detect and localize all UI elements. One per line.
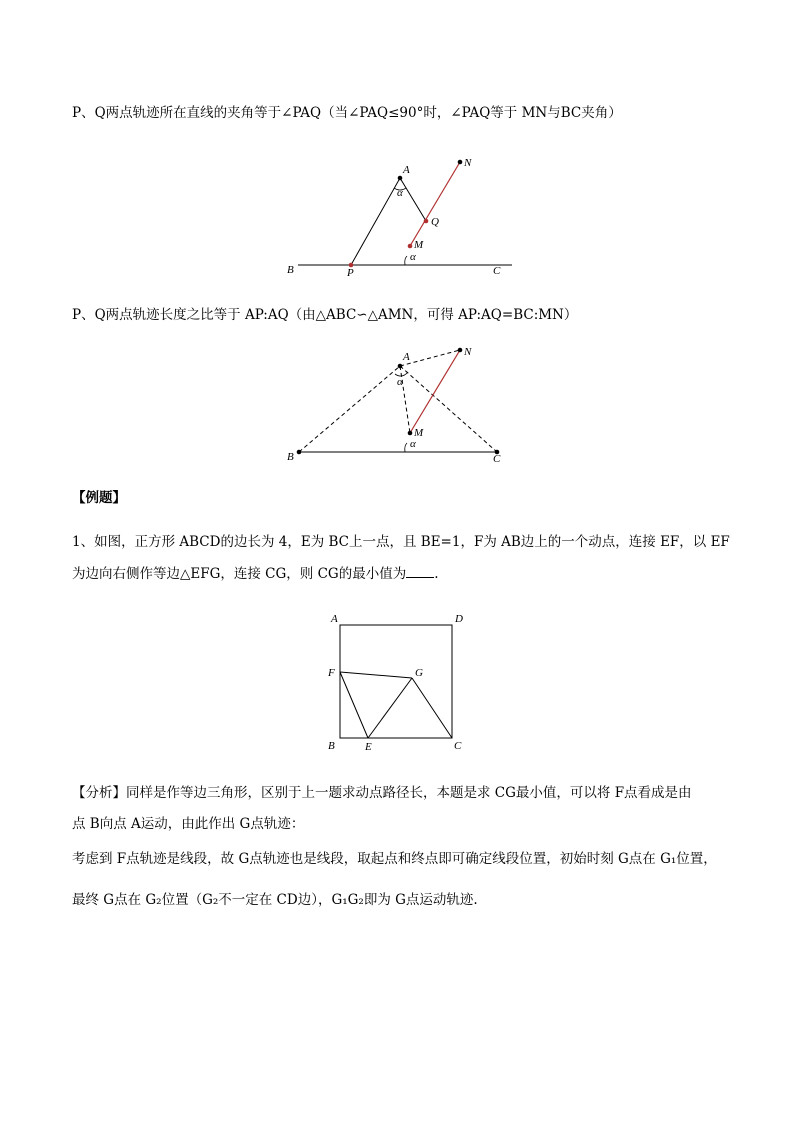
label-d: D xyxy=(455,613,463,625)
label-a: A xyxy=(403,351,410,363)
label-b: B xyxy=(287,451,294,463)
label-a: A xyxy=(331,613,338,625)
label-q: Q xyxy=(431,216,439,228)
analysis-line-2: 点 B向点 A运动，由此作出 G点轨迹： xyxy=(72,816,305,832)
label-c: C xyxy=(493,265,501,277)
label-f: F xyxy=(328,667,335,679)
label-p: P xyxy=(347,267,354,279)
paragraph-1: P、Q两点轨迹所在直线的夹角等于∠PAQ（当∠PAQ≤90°时，∠PAQ等于 MN与BC夹角） xyxy=(72,105,622,121)
label-b: B xyxy=(328,740,335,752)
section-heading-examples: 【例题】 xyxy=(72,490,126,506)
label-alpha-bottom: α xyxy=(410,251,416,263)
label-alpha-bottom: α xyxy=(410,438,416,450)
label-c: C xyxy=(454,740,462,752)
label-alpha-top: α xyxy=(397,376,403,388)
label-c: C xyxy=(493,453,501,465)
label-n: N xyxy=(464,157,472,169)
label-m: M xyxy=(414,427,424,439)
label-m: M xyxy=(414,239,424,251)
label-b: B xyxy=(287,264,294,276)
label-n: N xyxy=(464,346,472,358)
question-1-end: . xyxy=(434,566,439,582)
question-1-line-1: 1、如图，正方形 ABCD的边长为 4，E为 BC上一点，且 BE=1，F为 AB边上的一个动点，连接 EF，以 EF xyxy=(72,534,730,550)
label-alpha-top: α xyxy=(397,187,403,199)
question-1-text: 为边向右侧作等边△EFG，连接 CG，则 CG的最小值为 xyxy=(72,566,407,582)
analysis-line-4: 最终 G点在 G₂位置（G₂不一定在 CD边），G₁G₂即为 G点运动轨迹. xyxy=(72,892,478,908)
analysis-line-3: 考虑到 F点轨迹是线段，故 G点轨迹也是线段，取起点和终点即可确定线段位置，初始时刻 G点在 G₁位置， xyxy=(72,851,717,867)
label-a: A xyxy=(403,164,410,176)
label-e: E xyxy=(365,741,372,753)
analysis-line-1: 【分析】同样是作等边三角形，区别于上一题求动点路径长，本题是求 CG最小值，可以将 F点看成是由 xyxy=(72,785,692,801)
paragraph-2: P、Q两点轨迹长度之比等于 AP:AQ（由△ABC∽△AMN，可得 AP:AQ=BC:MN） xyxy=(72,307,578,323)
label-g: G xyxy=(415,667,423,679)
